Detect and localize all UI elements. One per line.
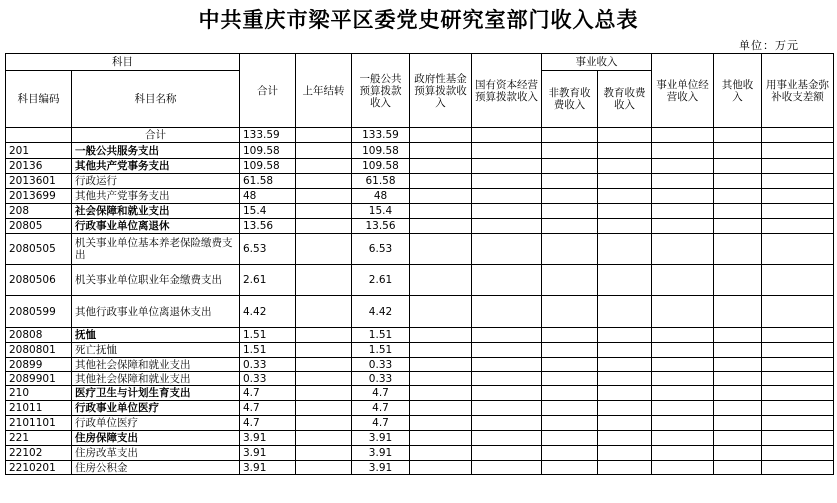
carryover-cell bbox=[296, 358, 352, 372]
header-gov-fund: 政府性基金预算拨款收入 bbox=[410, 54, 472, 128]
general-cell: 1.51 bbox=[352, 328, 410, 343]
general-cell: 109.58 bbox=[352, 143, 410, 159]
carryover-cell bbox=[296, 296, 352, 328]
empty-cell bbox=[472, 204, 542, 219]
general-cell: 4.7 bbox=[352, 401, 410, 416]
header-state-capital: 国有资本经营预算拨款收入 bbox=[472, 54, 542, 128]
empty-cell bbox=[598, 174, 652, 189]
total-cell: 13.56 bbox=[240, 219, 296, 234]
empty-cell bbox=[410, 401, 472, 416]
empty-cell bbox=[472, 446, 542, 461]
empty-cell bbox=[542, 328, 598, 343]
empty-cell bbox=[714, 401, 762, 416]
total-cell: 109.58 bbox=[240, 143, 296, 159]
name-cell: 机关事业单位基本养老保险缴费支出 bbox=[72, 234, 240, 265]
empty-cell bbox=[472, 265, 542, 296]
carryover-cell bbox=[296, 174, 352, 189]
table-row bbox=[6, 461, 834, 475]
empty-cell bbox=[410, 386, 472, 401]
empty-cell bbox=[410, 358, 472, 372]
code-cell: 2080506 bbox=[6, 265, 72, 296]
empty-cell bbox=[652, 358, 714, 372]
summary-row bbox=[6, 128, 834, 143]
header-other: 其他收入 bbox=[714, 54, 762, 128]
empty-cell bbox=[714, 219, 762, 234]
empty-cell bbox=[472, 189, 542, 204]
header-general-budget: 一般公共预算拨款收入 bbox=[352, 54, 410, 128]
empty-cell bbox=[542, 219, 598, 234]
empty-cell bbox=[472, 219, 542, 234]
empty-cell bbox=[598, 234, 652, 265]
table-row bbox=[6, 204, 834, 219]
code-cell: 21011 bbox=[6, 401, 72, 416]
carryover-cell bbox=[296, 328, 352, 343]
code-cell: 2080801 bbox=[6, 343, 72, 358]
empty-cell bbox=[714, 234, 762, 265]
empty-cell bbox=[652, 265, 714, 296]
name-cell: 抚恤 bbox=[72, 328, 240, 343]
empty-cell bbox=[714, 189, 762, 204]
carryover-cell bbox=[296, 431, 352, 446]
empty-cell bbox=[472, 372, 542, 386]
empty-cell bbox=[762, 446, 834, 461]
table-row bbox=[6, 189, 834, 204]
empty-cell bbox=[598, 461, 652, 475]
name-cell: 其他共产党事务支出 bbox=[72, 159, 240, 174]
empty-cell bbox=[542, 234, 598, 265]
empty-cell bbox=[410, 143, 472, 159]
table-row bbox=[6, 431, 834, 446]
general-cell: 4.7 bbox=[352, 416, 410, 431]
empty-cell bbox=[542, 189, 598, 204]
total-cell: 4.7 bbox=[240, 401, 296, 416]
empty-cell bbox=[542, 343, 598, 358]
carryover-cell bbox=[296, 204, 352, 219]
name-cell: 其他行政事业单位离退休支出 bbox=[72, 296, 240, 328]
page-title: 中共重庆市梁平区委党史研究室部门收入总表 bbox=[198, 7, 639, 32]
general-cell: 0.33 bbox=[352, 358, 410, 372]
code-cell: 2013699 bbox=[6, 189, 72, 204]
empty-cell bbox=[762, 189, 834, 204]
table-row bbox=[6, 265, 834, 296]
empty-cell bbox=[762, 204, 834, 219]
carryover-cell bbox=[296, 343, 352, 358]
total-cell: 6.53 bbox=[240, 234, 296, 265]
empty-cell bbox=[472, 296, 542, 328]
carryover-cell bbox=[296, 416, 352, 431]
empty-cell bbox=[410, 234, 472, 265]
code-cell: 201 bbox=[6, 143, 72, 159]
table-row bbox=[6, 174, 834, 189]
empty-cell bbox=[472, 143, 542, 159]
general-cell: 1.51 bbox=[352, 343, 410, 358]
empty-cell bbox=[598, 431, 652, 446]
empty-cell bbox=[410, 328, 472, 343]
empty-cell bbox=[714, 416, 762, 431]
total-cell: 4.7 bbox=[240, 416, 296, 431]
empty-cell bbox=[762, 358, 834, 372]
summary-label: 合计 bbox=[72, 128, 240, 143]
table-row bbox=[6, 386, 834, 401]
general-cell: 2.61 bbox=[352, 265, 410, 296]
empty-cell bbox=[410, 431, 472, 446]
empty-cell bbox=[472, 328, 542, 343]
carryover-cell bbox=[296, 234, 352, 265]
empty-cell bbox=[472, 234, 542, 265]
table-row bbox=[6, 343, 834, 358]
name-cell: 行政事业单位离退休 bbox=[72, 219, 240, 234]
general-cell: 3.91 bbox=[352, 461, 410, 475]
header-total: 合计 bbox=[240, 54, 296, 128]
name-cell: 行政运行 bbox=[72, 174, 240, 189]
empty-cell bbox=[762, 219, 834, 234]
empty-cell bbox=[762, 343, 834, 358]
empty-cell bbox=[762, 372, 834, 386]
table-row bbox=[6, 219, 834, 234]
carryover-cell bbox=[296, 401, 352, 416]
total-cell: 61.58 bbox=[240, 174, 296, 189]
header-unit-business: 事业单位经营收入 bbox=[652, 54, 714, 128]
empty-cell bbox=[714, 265, 762, 296]
name-cell: 其他社会保障和就业支出 bbox=[72, 358, 240, 372]
empty-cell bbox=[714, 372, 762, 386]
name-cell: 社会保障和就业支出 bbox=[72, 204, 240, 219]
code-cell: 210 bbox=[6, 386, 72, 401]
empty-cell bbox=[410, 159, 472, 174]
empty-cell bbox=[598, 219, 652, 234]
header-code: 科目编码 bbox=[6, 71, 72, 128]
table-row bbox=[6, 446, 834, 461]
empty-cell bbox=[598, 446, 652, 461]
empty-cell bbox=[410, 265, 472, 296]
empty-cell bbox=[410, 446, 472, 461]
empty-cell bbox=[598, 372, 652, 386]
total-cell: 109.58 bbox=[240, 159, 296, 174]
general-cell: 6.53 bbox=[352, 234, 410, 265]
empty-cell bbox=[714, 386, 762, 401]
total-cell: 4.7 bbox=[240, 386, 296, 401]
name-cell: 医疗卫生与计划生育支出 bbox=[72, 386, 240, 401]
general-cell: 0.33 bbox=[352, 372, 410, 386]
name-cell: 一般公共服务支出 bbox=[72, 143, 240, 159]
empty-cell bbox=[598, 189, 652, 204]
code-cell: 2089901 bbox=[6, 372, 72, 386]
empty-cell bbox=[542, 174, 598, 189]
total-cell: 1.51 bbox=[240, 343, 296, 358]
income-summary-table bbox=[5, 53, 834, 475]
empty-cell bbox=[652, 189, 714, 204]
header-edu: 教育收费收入 bbox=[598, 71, 652, 128]
empty-cell bbox=[542, 159, 598, 174]
empty-cell bbox=[652, 159, 714, 174]
header-name: 科目名称 bbox=[72, 71, 240, 128]
total-cell: 3.91 bbox=[240, 446, 296, 461]
total-cell: 48 bbox=[240, 189, 296, 204]
empty-cell bbox=[598, 204, 652, 219]
name-cell: 其他共产党事务支出 bbox=[72, 189, 240, 204]
code-cell: 20899 bbox=[6, 358, 72, 372]
name-cell: 其他社会保障和就业支出 bbox=[72, 372, 240, 386]
empty-cell bbox=[762, 328, 834, 343]
total-cell: 15.4 bbox=[240, 204, 296, 219]
empty-cell bbox=[598, 358, 652, 372]
empty-cell bbox=[652, 431, 714, 446]
empty-cell bbox=[762, 401, 834, 416]
empty-cell bbox=[652, 143, 714, 159]
empty-cell bbox=[410, 204, 472, 219]
empty-cell bbox=[542, 431, 598, 446]
empty-cell bbox=[542, 446, 598, 461]
name-cell: 行政单位医疗 bbox=[72, 416, 240, 431]
empty-cell bbox=[472, 343, 542, 358]
table-row bbox=[6, 234, 834, 265]
empty-cell bbox=[762, 174, 834, 189]
carryover-cell bbox=[296, 143, 352, 159]
code-cell: 20136 bbox=[6, 159, 72, 174]
empty-cell bbox=[714, 446, 762, 461]
empty-cell bbox=[472, 386, 542, 401]
code-cell: 2101101 bbox=[6, 416, 72, 431]
total-cell: 4.42 bbox=[240, 296, 296, 328]
name-cell: 行政事业单位医疗 bbox=[72, 401, 240, 416]
empty-cell bbox=[542, 296, 598, 328]
empty-cell bbox=[652, 343, 714, 358]
code-cell: 2013601 bbox=[6, 174, 72, 189]
empty-cell bbox=[714, 431, 762, 446]
empty-cell bbox=[598, 143, 652, 159]
empty-cell bbox=[762, 296, 834, 328]
empty-cell bbox=[542, 204, 598, 219]
empty-cell bbox=[714, 296, 762, 328]
empty-cell bbox=[542, 265, 598, 296]
empty-cell bbox=[652, 204, 714, 219]
summary-general: 133.59 bbox=[352, 128, 410, 143]
total-cell: 0.33 bbox=[240, 372, 296, 386]
total-cell: 3.91 bbox=[240, 461, 296, 475]
code-cell: 20808 bbox=[6, 328, 72, 343]
general-cell: 13.56 bbox=[352, 219, 410, 234]
empty-cell bbox=[598, 386, 652, 401]
name-cell: 死亡抚恤 bbox=[72, 343, 240, 358]
empty-cell bbox=[652, 328, 714, 343]
empty-cell bbox=[714, 143, 762, 159]
total-cell: 3.91 bbox=[240, 431, 296, 446]
empty-cell bbox=[652, 386, 714, 401]
empty-cell bbox=[762, 461, 834, 475]
general-cell: 4.42 bbox=[352, 296, 410, 328]
empty-cell bbox=[652, 446, 714, 461]
carryover-cell bbox=[296, 461, 352, 475]
empty-cell bbox=[542, 372, 598, 386]
general-cell: 15.4 bbox=[352, 204, 410, 219]
empty-cell bbox=[762, 234, 834, 265]
empty-cell bbox=[762, 143, 834, 159]
empty-cell bbox=[472, 461, 542, 475]
empty-cell bbox=[762, 159, 834, 174]
name-cell: 住房公积金 bbox=[72, 461, 240, 475]
carryover-cell bbox=[296, 446, 352, 461]
empty-cell bbox=[410, 174, 472, 189]
code-cell: 221 bbox=[6, 431, 72, 446]
summary-total: 133.59 bbox=[240, 128, 296, 143]
empty-cell bbox=[472, 159, 542, 174]
empty-cell bbox=[714, 204, 762, 219]
table-row bbox=[6, 143, 834, 159]
table-row bbox=[6, 296, 834, 328]
code-cell: 22102 bbox=[6, 446, 72, 461]
empty-cell bbox=[598, 416, 652, 431]
empty-cell bbox=[762, 386, 834, 401]
empty-cell bbox=[472, 416, 542, 431]
empty-cell bbox=[714, 343, 762, 358]
empty-cell bbox=[598, 296, 652, 328]
empty-cell bbox=[762, 265, 834, 296]
empty-cell bbox=[598, 401, 652, 416]
general-cell: 109.58 bbox=[352, 159, 410, 174]
table-row bbox=[6, 159, 834, 174]
carryover-cell bbox=[296, 265, 352, 296]
total-cell: 2.61 bbox=[240, 265, 296, 296]
empty-cell bbox=[714, 358, 762, 372]
empty-cell bbox=[410, 461, 472, 475]
carryover-cell bbox=[296, 219, 352, 234]
empty-cell bbox=[598, 343, 652, 358]
name-cell: 住房保障支出 bbox=[72, 431, 240, 446]
general-cell: 4.7 bbox=[352, 386, 410, 401]
header-non-edu: 非教育收费收入 bbox=[542, 71, 598, 128]
general-cell: 3.91 bbox=[352, 431, 410, 446]
code-cell: 2210201 bbox=[6, 461, 72, 475]
empty-cell bbox=[714, 159, 762, 174]
header-business-income: 事业收入 bbox=[542, 54, 652, 71]
empty-cell bbox=[652, 416, 714, 431]
empty-cell bbox=[598, 159, 652, 174]
empty-cell bbox=[542, 461, 598, 475]
empty-cell bbox=[472, 174, 542, 189]
carryover-cell bbox=[296, 372, 352, 386]
empty-cell bbox=[472, 358, 542, 372]
name-cell: 机关事业单位职业年金缴费支出 bbox=[72, 265, 240, 296]
table-row bbox=[6, 372, 834, 386]
carryover-cell bbox=[296, 189, 352, 204]
table-row bbox=[6, 358, 834, 372]
empty-cell bbox=[410, 296, 472, 328]
empty-cell bbox=[598, 328, 652, 343]
empty-cell bbox=[762, 416, 834, 431]
empty-cell bbox=[542, 416, 598, 431]
code-cell: 2080505 bbox=[6, 234, 72, 265]
empty-cell bbox=[542, 401, 598, 416]
empty-cell bbox=[410, 189, 472, 204]
empty-cell bbox=[410, 219, 472, 234]
empty-cell bbox=[410, 343, 472, 358]
table-row bbox=[6, 328, 834, 343]
empty-cell bbox=[652, 296, 714, 328]
general-cell: 48 bbox=[352, 189, 410, 204]
empty-cell bbox=[598, 265, 652, 296]
empty-cell bbox=[714, 461, 762, 475]
header-subject-group: 科目 bbox=[6, 54, 240, 71]
empty-cell bbox=[472, 401, 542, 416]
code-cell: 2080599 bbox=[6, 296, 72, 328]
empty-cell bbox=[714, 328, 762, 343]
table-row bbox=[6, 416, 834, 431]
empty-cell bbox=[652, 174, 714, 189]
empty-cell bbox=[410, 416, 472, 431]
code-cell: 208 bbox=[6, 204, 72, 219]
empty-cell bbox=[762, 431, 834, 446]
empty-cell bbox=[652, 461, 714, 475]
empty-cell bbox=[652, 234, 714, 265]
carryover-cell bbox=[296, 159, 352, 174]
empty-cell bbox=[410, 372, 472, 386]
empty-cell bbox=[652, 401, 714, 416]
carryover-cell bbox=[296, 386, 352, 401]
empty-cell bbox=[652, 219, 714, 234]
empty-cell bbox=[542, 358, 598, 372]
empty-cell bbox=[652, 372, 714, 386]
empty-cell bbox=[714, 174, 762, 189]
general-cell: 61.58 bbox=[352, 174, 410, 189]
header-carryover: 上年结转 bbox=[296, 54, 352, 128]
unit-label: 单位：万元 bbox=[739, 39, 799, 52]
empty-cell bbox=[542, 386, 598, 401]
name-cell: 住房改革支出 bbox=[72, 446, 240, 461]
code-cell: 20805 bbox=[6, 219, 72, 234]
total-cell: 0.33 bbox=[240, 358, 296, 372]
header-balance: 用事业基金弥补收支差额 bbox=[762, 54, 834, 128]
general-cell: 3.91 bbox=[352, 446, 410, 461]
table-row bbox=[6, 401, 834, 416]
total-cell: 1.51 bbox=[240, 328, 296, 343]
empty-cell bbox=[542, 143, 598, 159]
empty-cell bbox=[472, 431, 542, 446]
